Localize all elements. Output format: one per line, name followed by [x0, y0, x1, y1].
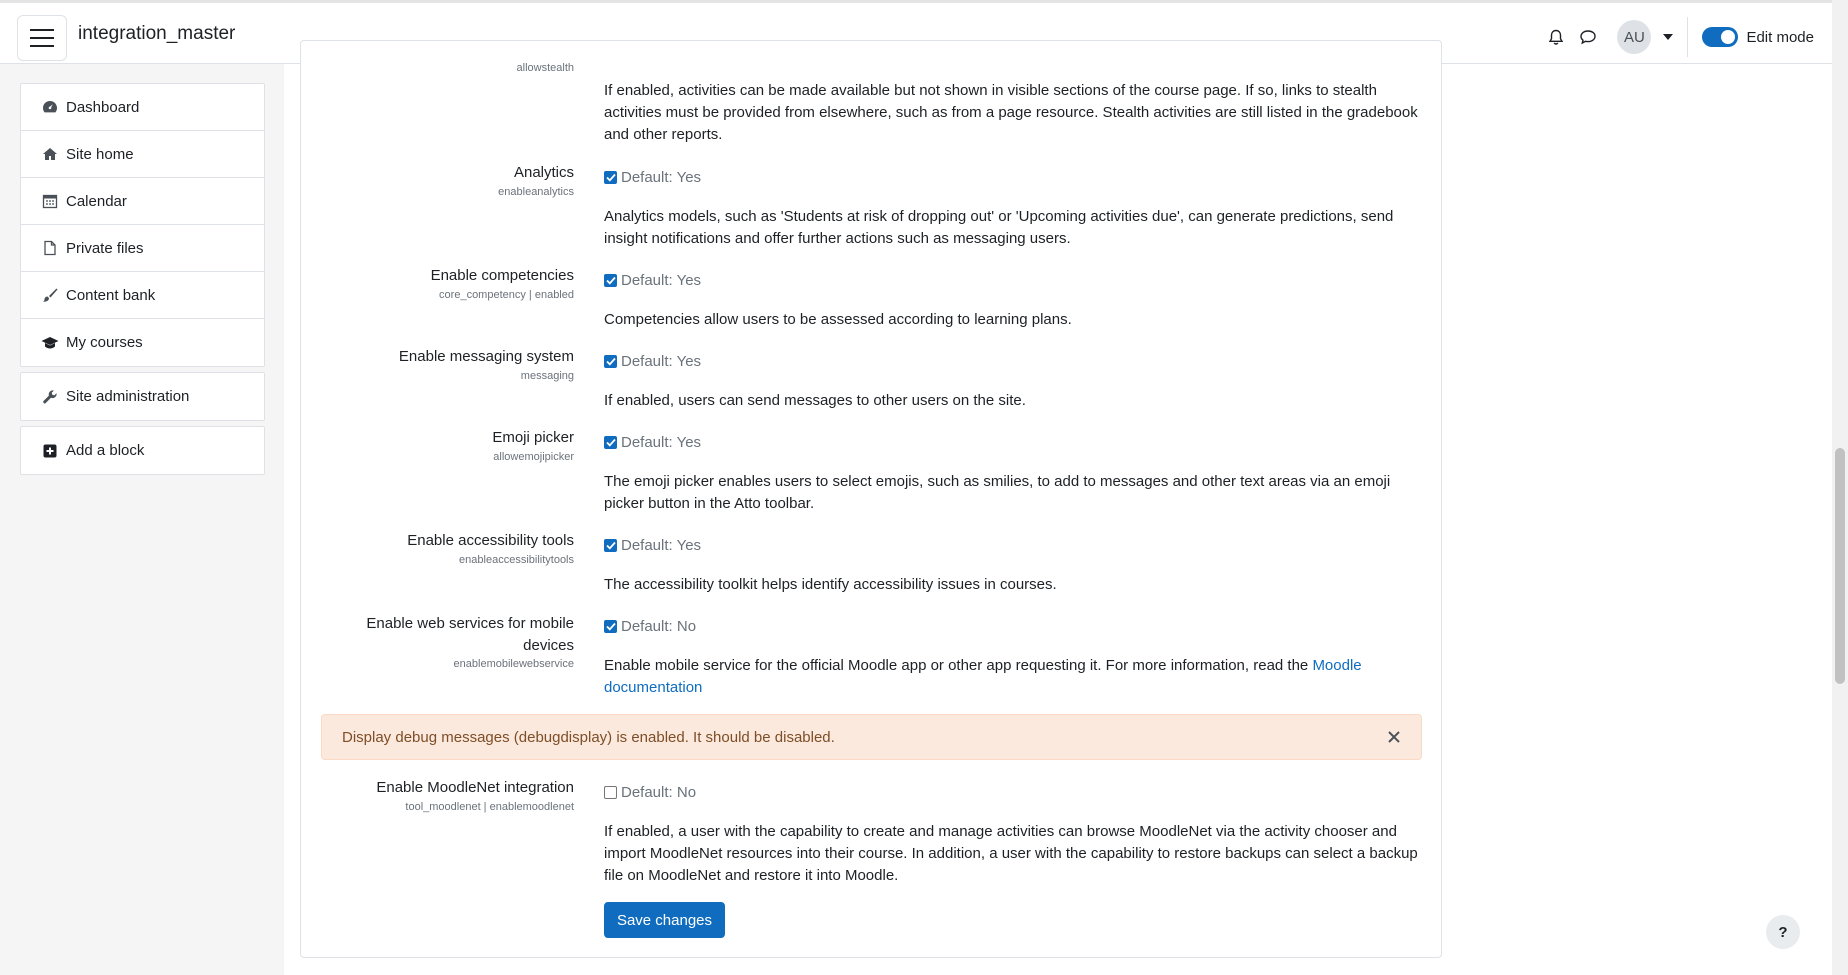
setting-default-accessibility-tools: [604, 537, 701, 554]
notifications-button[interactable]: [1541, 22, 1571, 52]
default-label: Default: Yes: [621, 537, 702, 554]
setting-description-moodlenet: If enabled, a user with the capability to create and manage activities can browse MoodleNet via the activity chooser and import MoodleNet resources into their course. In addition, a user with the capability to restore backups can select a backup file on MoodleNet and restore it into Moodle.: [604, 823, 1418, 884]
setting-key-allowstealth: allowstealth: [516, 62, 574, 74]
add-block-block: [20, 426, 265, 475]
graduation-cap-icon: [41, 334, 59, 352]
sidebar-item-dashboard[interactable]: [21, 84, 264, 131]
site-administration-block: [20, 372, 265, 421]
default-label: Default: No: [621, 618, 697, 635]
help-button[interactable]: ?: [1766, 915, 1800, 949]
setting-label-analytics: Analytics: [513, 164, 574, 181]
setting-default-mobile-web-services: [604, 618, 696, 635]
check-icon: [606, 438, 616, 447]
setting-key-analytics: enableanalytics: [498, 186, 574, 198]
navigation-block: [20, 83, 265, 367]
setting-description-analytics: Analytics models, such as 'Students at risk of dropping out' or 'Upcoming activities due', can generate predictions, send insight notifications and offer further actions such as messaging users.: [604, 208, 1394, 247]
user-avatar[interactable]: AU: [1617, 20, 1651, 54]
moodlenet-checkbox[interactable]: [604, 786, 617, 799]
mobile-web-services-checkbox[interactable]: [604, 620, 617, 633]
setting-label-accessibility-tools: Enable accessibility tools: [407, 532, 574, 549]
sidebar-item-label: Dashboard: [66, 98, 140, 116]
hamburger-line: [30, 29, 54, 31]
edit-mode-toggle[interactable]: [1702, 27, 1738, 47]
link-text: documentation: [604, 679, 703, 696]
setting-description-accessibility-tools: The accessibility toolkit helps identify accessibility issues in courses.: [604, 576, 1057, 593]
sidebar-item-private-files[interactable]: [21, 225, 264, 272]
alert-close-button[interactable]: [1385, 728, 1403, 746]
save-changes-button[interactable]: Save changes: [604, 902, 725, 938]
menu-toggle-button[interactable]: [17, 15, 67, 61]
setting-description-emoji-picker: The emoji picker enables users to select emojis, such as smilies, to add to messages and other text areas via an emoji picker button in the Atto toolbar.: [604, 473, 1391, 512]
setting-default-analytics: [604, 169, 701, 186]
messaging-checkbox[interactable]: [604, 355, 617, 368]
setting-key-messaging: messaging: [520, 370, 574, 382]
close-icon: [1388, 731, 1400, 743]
site-name[interactable]: integration_master: [78, 23, 236, 44]
chat-bubble-icon: [1579, 29, 1597, 45]
description-text: Enable mobile service for the official Moodle app or other app requesting it. For more information, read the: [604, 657, 1313, 674]
setting-label-emoji-picker: Emoji picker: [492, 429, 574, 446]
calendar-icon: [41, 192, 59, 210]
wrench-icon: [41, 388, 59, 406]
setting-description-allowstealth: If enabled, activities can be made available but not shown in visible sections of the course page. If so, links to stealth activities must be provided from elsewhere, such as from a page resource. Stealth activities are still listed in the gradebook and other reports.: [604, 82, 1418, 143]
emoji-picker-checkbox[interactable]: [604, 436, 617, 449]
edit-mode-label: Edit mode: [1746, 28, 1814, 46]
analytics-checkbox[interactable]: [604, 171, 617, 184]
setting-label-messaging: Enable messaging system: [398, 348, 574, 365]
hamburger-line: [30, 37, 54, 39]
setting-label-mobile-web-services: [366, 613, 574, 657]
setting-default-emoji-picker: [604, 434, 701, 451]
check-icon: [606, 276, 616, 285]
accessibility-tools-checkbox[interactable]: [604, 539, 617, 552]
sidebar-item-content-bank[interactable]: [21, 272, 264, 319]
default-label: Default: Yes: [621, 272, 702, 289]
setting-description-competencies: Competencies allow users to be assessed according to learning plans.: [604, 311, 1072, 328]
setting-description-messaging: If enabled, users can send messages to other users on the site.: [604, 392, 1026, 409]
default-label: Default: Yes: [621, 169, 702, 186]
navbar-divider: [1687, 17, 1688, 57]
dashboard-icon: [41, 98, 59, 116]
default-label: Default: No: [621, 784, 697, 801]
user-menu-caret-icon[interactable]: [1663, 34, 1673, 40]
sidebar-item-my-courses[interactable]: [21, 319, 264, 366]
navbar-right: [1541, 17, 1832, 57]
competencies-checkbox[interactable]: [604, 274, 617, 287]
plus-square-icon: [41, 442, 59, 460]
sidebar-item-label: Private files: [66, 239, 144, 257]
label-line: Enable web services for mobile: [366, 615, 574, 632]
sidebar-item-label: Site administration: [66, 388, 190, 405]
add-block-button[interactable]: [21, 427, 264, 474]
sidebar-item-site-administration[interactable]: [21, 373, 264, 420]
label-line: devices: [523, 637, 574, 654]
sidebar-item-site-home[interactable]: [21, 131, 264, 178]
setting-key-accessibility-tools: enableaccessibilitytools: [459, 554, 574, 566]
check-icon: [606, 173, 616, 182]
bell-icon: [1548, 29, 1564, 46]
paintbrush-icon: [41, 286, 59, 304]
setting-key-emoji-picker: allowemojipicker: [493, 451, 574, 463]
setting-key-competencies: core_competency | enabled: [439, 289, 574, 301]
page-scrollbar[interactable]: [1832, 0, 1848, 975]
hamburger-line: [30, 45, 54, 47]
setting-description-mobile-web-services: [604, 655, 1424, 699]
check-icon: [606, 541, 616, 550]
sidebar-item-calendar[interactable]: [21, 178, 264, 225]
setting-default-moodlenet: [604, 784, 696, 801]
default-label: Default: Yes: [621, 434, 702, 451]
setting-default-messaging: [604, 353, 701, 370]
setting-label-competencies: Enable competencies: [430, 267, 574, 284]
default-label: Default: Yes: [621, 353, 702, 370]
alert-text: Display debug messages (debugdisplay) is enabled. It should be disabled.: [342, 728, 835, 746]
check-icon: [606, 622, 616, 631]
sidebar-item-label: Site home: [66, 145, 134, 163]
file-icon: [41, 239, 59, 257]
setting-key-moodlenet: tool_moodlenet | enablemoodlenet: [405, 801, 574, 813]
debug-warning-alert: [321, 714, 1422, 760]
home-icon: [41, 145, 59, 163]
messages-button[interactable]: [1573, 22, 1603, 52]
setting-label-moodlenet: Enable MoodleNet integration: [376, 779, 574, 796]
sidebar-item-label: Calendar: [66, 192, 127, 210]
link-text: Moodle: [1312, 657, 1362, 674]
sidebar-item-label: My courses: [66, 334, 143, 351]
check-icon: [606, 357, 616, 366]
sidebar-item-label: Add a block: [66, 442, 145, 459]
scrollbar-thumb[interactable]: [1835, 448, 1845, 684]
setting-key-mobile-web-services: enablemobilewebservice: [453, 658, 574, 670]
setting-default-competencies: [604, 272, 701, 289]
sidebar: [20, 83, 265, 475]
sidebar-item-label: Content bank: [66, 286, 156, 304]
